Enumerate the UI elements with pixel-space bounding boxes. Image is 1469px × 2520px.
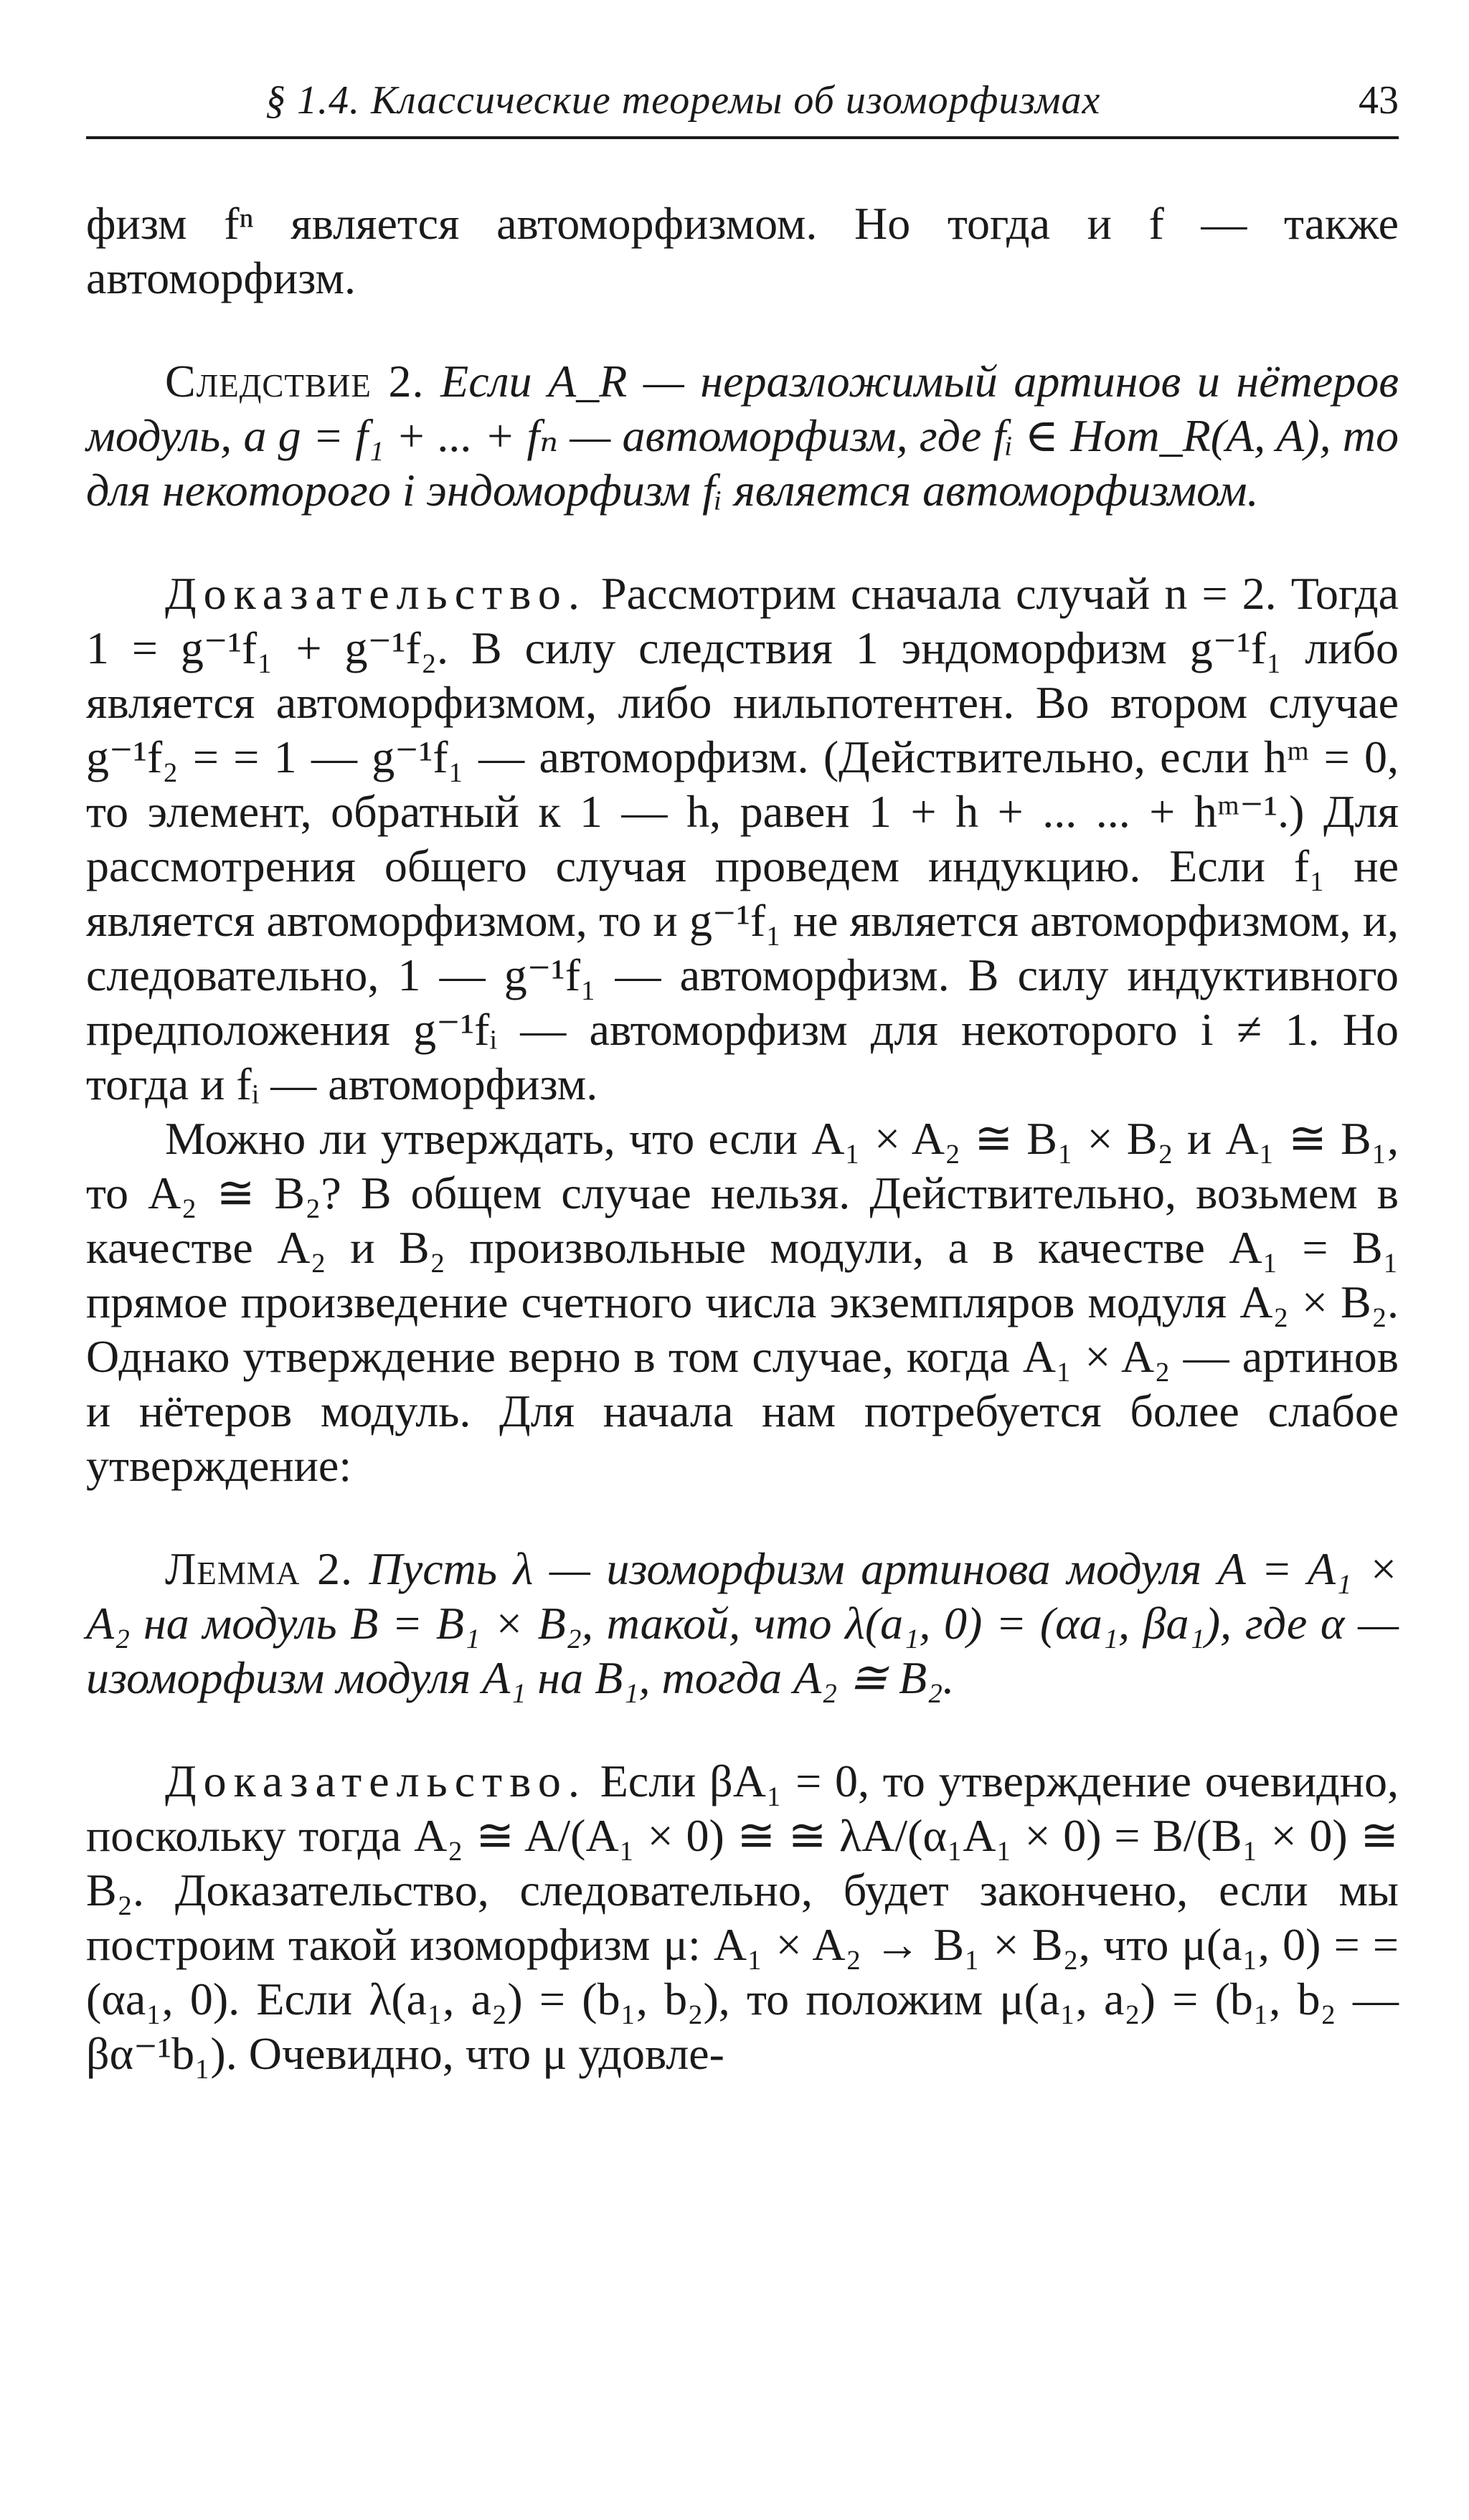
discussion-paragraph — [86, 1112, 1399, 1493]
corollary-label: Следствие 2. — [165, 356, 425, 407]
lemma-label: Лемма 2. — [165, 1543, 354, 1594]
paragraph-text: физм fⁿ является автоморфизмом. Но тогда и f — также автоморфизм. — [86, 198, 1399, 303]
proof-label: Доказательство. — [165, 568, 587, 619]
lemma-statement: Пусть λ — изоморфизм артинова модуля A = A₁ × A₂ на модуль B = B₁ × B₂, такой, что λ(a₁, 0) = (αa₁, βa₁), где α — изоморфизм модуля A₁ на B₁, тогда A₂ ≅ B₂. — [86, 1543, 1399, 1703]
spacer — [86, 1493, 1399, 1542]
proof-lemma-2 — [86, 1754, 1399, 2081]
proof-corollary-2 — [86, 567, 1399, 1112]
spacer — [86, 518, 1399, 567]
continuation-paragraph — [86, 196, 1399, 305]
section-title: § 1.4. Классические теоремы об изоморфизмах — [265, 78, 1101, 123]
corollary-statement: Если A_R — неразложимый артинов и нётеров модуль, а g = f₁ + ... + fₙ — автоморфизм, где fᵢ ∈ Hom_R(A, A), то для некоторого i эндоморфизм fᵢ является автоморфизмом. — [86, 356, 1399, 516]
page-number: 43 — [1359, 78, 1399, 123]
corollary-2 — [86, 354, 1399, 518]
running-head — [86, 65, 1399, 139]
proof-text: Рассмотрим сначала случай n = 2. Тогда 1 = g⁻¹f₁ + g⁻¹f₂. В силу следствия 1 эндоморфизм g⁻¹f₁ либо является автоморфизмом, либо нильпотентен. Во втором случае g⁻¹f₂ = = 1 — g⁻¹f₁ — автоморфизм. (Действительно, если hᵐ = 0, то элемент, обратный к 1 — h, равен 1 + h + ... ... + hᵐ⁻¹.) Для рассмотрения общего случая проведем индукцию. Если f₁ не является автоморфизмом, то и g⁻¹f₁ не является автоморфизмом, и, следовательно, 1 — g⁻¹f₁ — автоморфизм. В силу индуктивного предположения g⁻¹fᵢ — автоморфизм для некоторого i ≠ 1. Но тогда и fᵢ — автоморфизм. — [86, 568, 1399, 1109]
lemma-2 — [86, 1542, 1399, 1705]
page-body — [86, 196, 1399, 2081]
book-page — [86, 65, 1399, 2453]
spacer — [86, 305, 1399, 354]
paragraph-text: Можно ли утверждать, что если A₁ × A₂ ≅ B₁ × B₂ и A₁ ≅ B₁, то A₂ ≅ B₂? В общем случае нельзя. Действительно, возьмем в качестве A₂ и B₂ произвольные модули, а в качестве A₁ = B₁ прямое произведение счетного числа экземпляров модуля A₂ × B₂. Однако утверждение верно в том случае, когда A₁ × A₂ — артинов и нётеров модуль. Для начала нам потребуется более слабое утверждение: — [86, 1113, 1399, 1491]
proof-text: Если βA₁ = 0, то утверждение очевидно, поскольку тогда A₂ ≅ A/(A₁ × 0) ≅ ≅ λA/(α₁A₁ × 0) = B/(B₁ × 0) ≅ B₂. Доказательство, следовательно, будет закончено, если мы построим такой изоморфизм μ: A₁ × A₂ → B₁ × B₂, что μ(a₁, 0) = = (αa₁, 0). Если λ(a₁, a₂) = (b₁, b₂), то положим μ(a₁, a₂) = (b₁, b₂ — βα⁻¹b₁). Очевидно, что μ удовле- — [86, 1756, 1399, 2079]
spacer — [86, 1705, 1399, 1754]
proof-label: Доказательство. — [165, 1756, 587, 1806]
